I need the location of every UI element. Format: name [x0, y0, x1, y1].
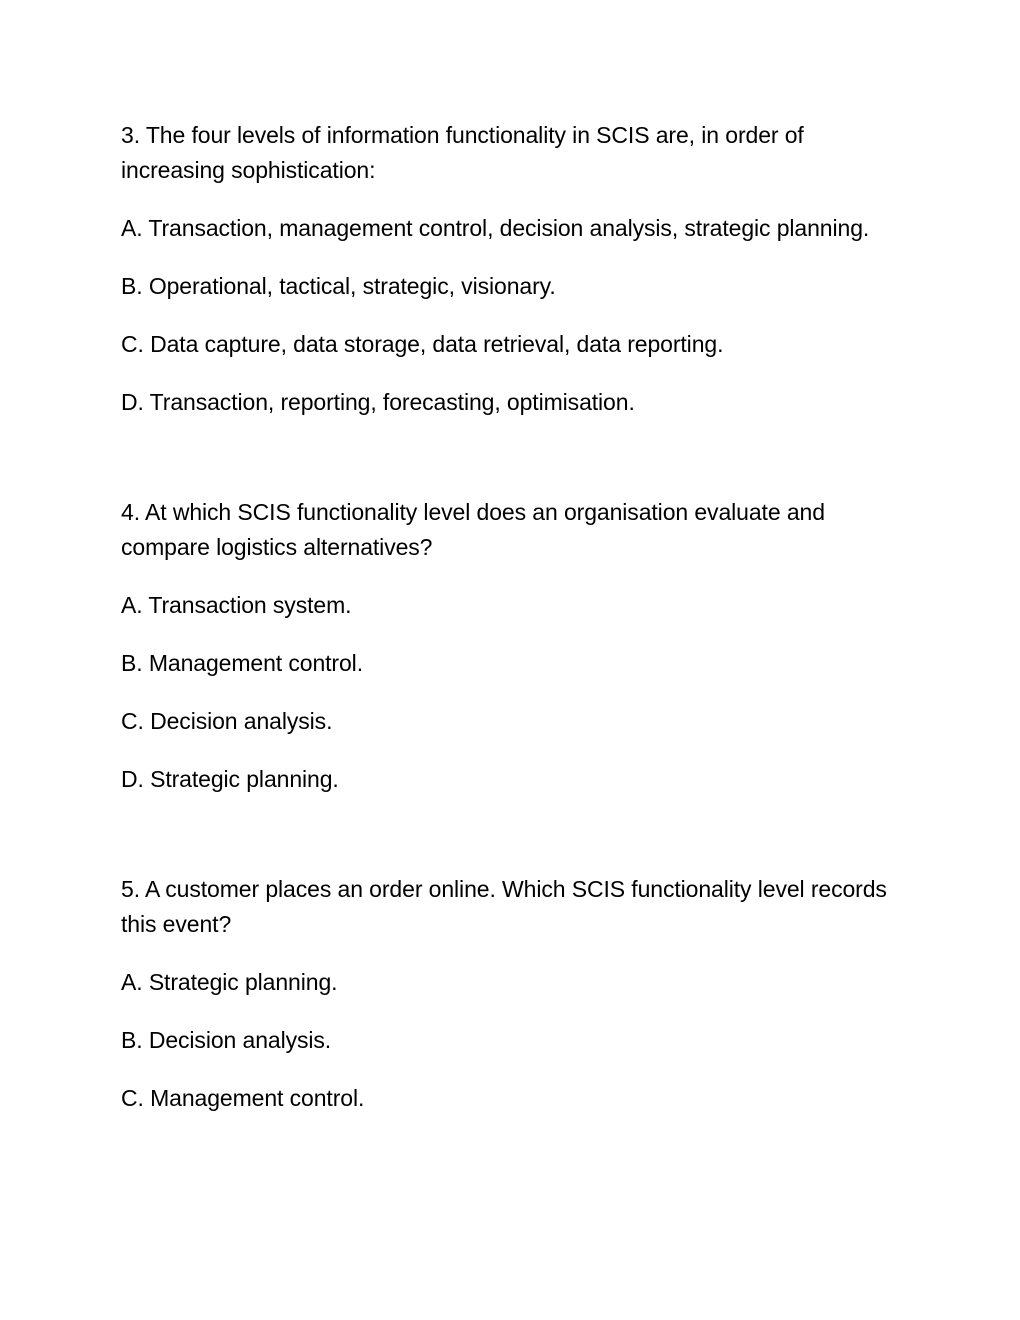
answer-option-b: B. Operational, tactical, strategic, visionary.: [121, 273, 556, 299]
answer-option-c: C. Decision analysis.: [121, 708, 333, 734]
answer-option-b: B. Management control.: [121, 650, 363, 676]
answer-option-a: A. Transaction system.: [121, 592, 352, 618]
answer-option-b: B. Decision analysis.: [121, 1027, 332, 1053]
answer-option-c: C. Management control.: [121, 1085, 365, 1111]
answer-option-c: C. Data capture, data storage, data retrieval, data reporting.: [121, 331, 724, 357]
answer-option-d: D. Transaction, reporting, forecasting, optimisation.: [121, 389, 635, 415]
question-stem: 4. At which SCIS functionality level does an organisation evaluate and compare logistics alternatives?: [121, 499, 825, 560]
question-4: [121, 495, 911, 797]
question-stem: 5. A customer places an order online. Which SCIS functionality level records this event?: [121, 876, 887, 937]
answer-option-a: A. Transaction, management control, decision analysis, strategic planning.: [121, 215, 870, 241]
question-stem: 3. The four levels of information functionality in SCIS are, in order of increasing sophistication:: [121, 122, 804, 183]
question-5: [121, 872, 911, 1116]
question-3: [121, 118, 911, 420]
answer-option-d: D. Strategic planning.: [121, 766, 339, 792]
document-page: [121, 118, 911, 1116]
answer-option-a: A. Strategic planning.: [121, 969, 338, 995]
